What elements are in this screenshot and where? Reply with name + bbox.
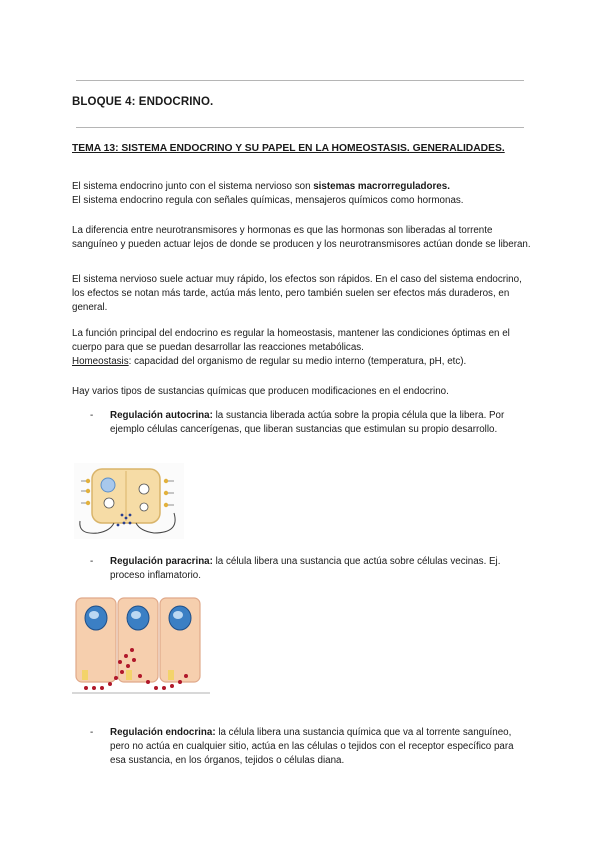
topic-title: TEMA 13: SISTEMA ENDOCRINO Y SU PAPEL EN LA HOMEOSTASIS. GENERALIDADES. [72,143,505,154]
intro-paragraph [72,180,534,208]
list-dash: - [90,556,94,567]
difference-paragraph: La diferencia entre neurotransmisores y hormonas es que las hormonas son liberadas al torrente sanguíneo y pueden actuar lejos de donde se producen y los neurotransmisores actúan donde se liberan. [72,225,531,250]
intro-line1-bold: sistemas macrorreguladores. [313,181,450,192]
title-divider [76,127,524,128]
homeostasis-term: Homeostasis [72,356,129,367]
list-dash: - [90,727,94,738]
speed-paragraph: El sistema nervioso suele actuar muy rápido, los efectos son rápidos. En el caso del sistema endocrino, los efectos se notan más tarde, actúa más lento, pero también suelen ser efectos más duraderos, en general. [72,274,522,313]
function-paragraph [72,327,534,369]
list-term: Regulación paracrina: [110,556,213,567]
intro-line2: El sistema endocrino regula con señales químicas, mensajeros químicos como hormonas. [72,195,464,206]
list-term: Regulación endocrina: [110,727,216,738]
top-divider [76,80,524,81]
list-text: la célula libera una sustancia que actúa sobre células vecinas. Ej. proceso inflamatorio. [110,556,501,581]
list-text: la célula libera una sustancia química que va al torrente sanguíneo, pero no actúa en cualquier sitio, actúa en las células o tejidos con el receptor específico para esa sustancia, en los órganos, tejidos o células diana. [110,727,514,766]
autocrine-figure [74,463,184,539]
homeostasis-definition: : capacidad del organismo de regular su medio interno (temperatura, pH, etc). [128,356,467,367]
intro-line1: El sistema endocrino junto con el sistema nervioso son [72,181,314,192]
list-term: Regulación autocrina: [110,410,213,421]
paracrine-figure [72,592,210,696]
types-paragraph: Hay varios tipos de sustancias químicas que producen modificaciones en el endocrino. [72,386,449,397]
block-title: BLOQUE 4: ENDOCRINO. [72,96,214,108]
list-text: la sustancia liberada actúa sobre la propia célula que la libera. Por ejemplo células cancerígenas, que liberan sustancias que estimulan su propio desarrollo. [110,410,505,435]
list-dash: - [90,410,94,421]
function-text: La función principal del endocrino es regular la homeostasis, mantener las condiciones óptimas en el cuerpo para que se puedan desarrollar las reacciones metabólicas. [72,328,510,353]
